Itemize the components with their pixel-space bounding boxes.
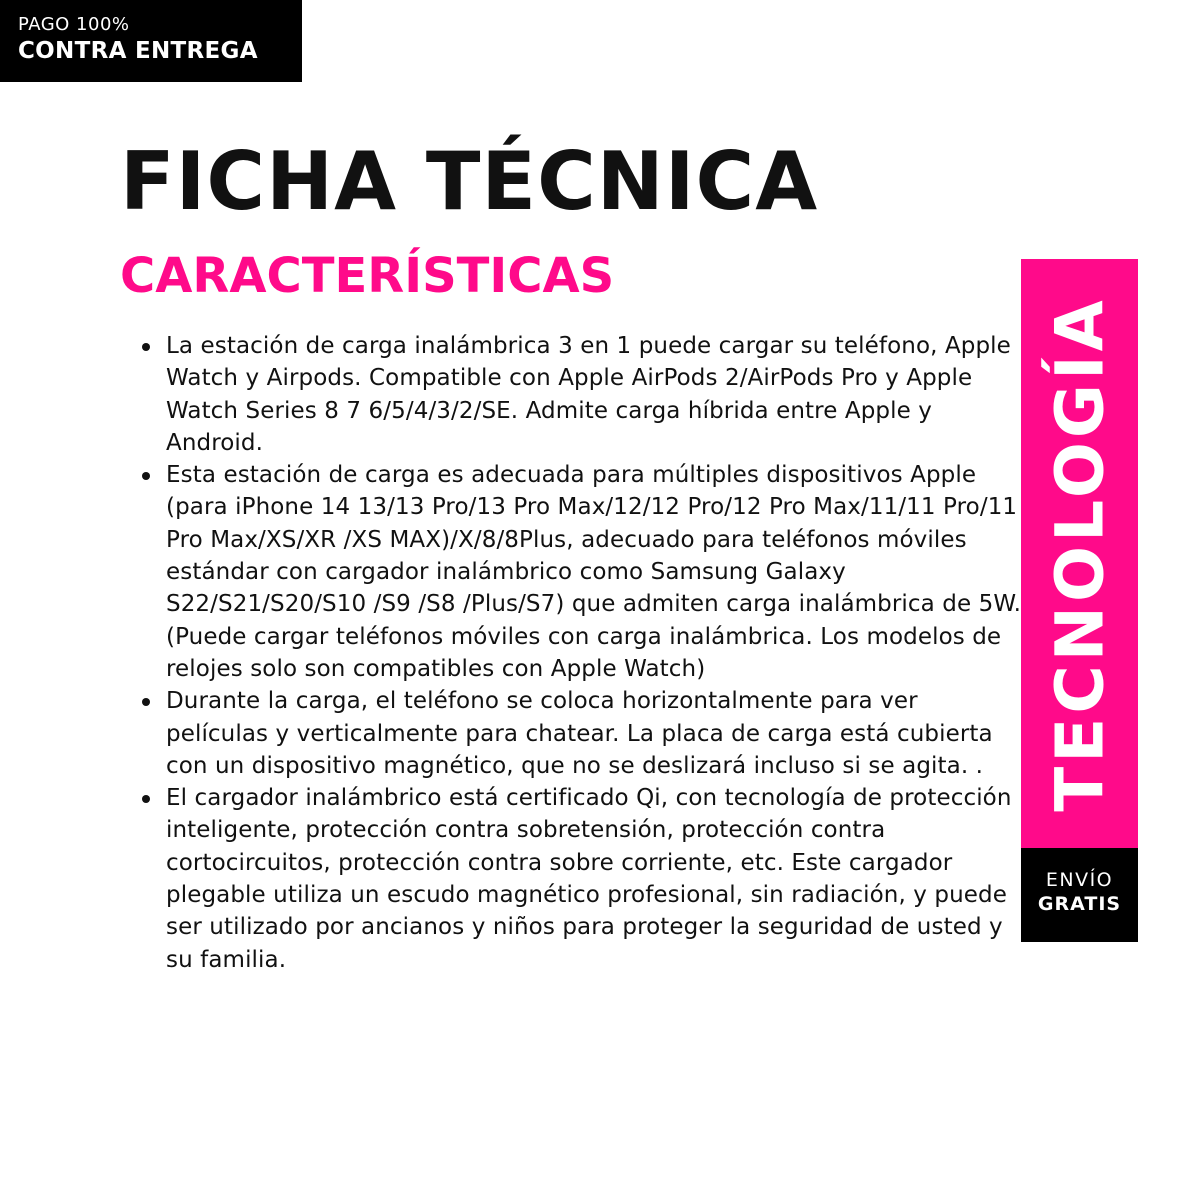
feature-text: La estación de carga inalámbrica 3 en 1 puede cargar su teléfono, Apple Watch y Airpods. Compatible con Apple AirPods 2/AirPods Pro y Apple Watch Series 8 7 6/5/4/3/2/SE. Admite carga híbrida entre Apple y Android. xyxy=(166,333,1011,456)
bullet-icon xyxy=(142,698,150,706)
bullet-icon xyxy=(142,795,150,803)
feature-item xyxy=(166,330,1026,459)
feature-text: El cargador inalámbrico está certificado Qi, con tecnología de protección inteligente, protección contra sobretensión, protección contra cortocircuitos, protección contra sobre corriente, etc. Este cargador plegable utiliza un escudo magnético profesional, sin radiación, y puede ser utilizado por ancianos y niños para proteger la seguridad de usted y su familia. xyxy=(166,785,1012,973)
feature-text: Durante la carga, el teléfono se coloca horizontalmente para ver películas y verticalmente para chatear. La placa de carga está cubierta con un dispositivo magnético, que no se deslizará incluso si se agita. . xyxy=(166,688,993,779)
category-banner xyxy=(1021,259,1138,848)
shipping-badge-line2: GRATIS xyxy=(1037,893,1122,915)
bullet-icon xyxy=(142,343,150,351)
payment-badge xyxy=(0,0,302,82)
feature-item xyxy=(166,782,1026,976)
feature-text: Esta estación de carga es adecuada para múltiples dispositivos Apple (para iPhone 14 13/13 Pro/13 Pro Max/12/12 Pro/12 Pro Max/11/11 Pro/11 Pro Max/XS/XR /XS MAX)/X/8/8Plus, adecuado para teléfonos móviles estándar con cargador inalámbrico como Samsung Galaxy S22/S21/S20/S10 /S9 /S8 /Plus/S7) que admiten carga inalámbrica de 5W. (Puede cargar teléfonos móviles con carga inalámbrica. Los modelos de relojes solo son compatibles con Apple Watch) xyxy=(166,462,1021,682)
features-list xyxy=(140,330,1026,976)
feature-item xyxy=(166,685,1026,782)
payment-badge-line1: PAGO 100% xyxy=(18,14,130,35)
bullet-icon xyxy=(142,472,150,480)
shipping-badge-line1: ENVÍO xyxy=(1045,869,1114,891)
page-title: FICHA TÉCNICA xyxy=(120,135,819,228)
shipping-badge xyxy=(1021,848,1138,942)
feature-item xyxy=(166,459,1026,685)
category-banner-text: TECNOLOGÍA xyxy=(1041,295,1118,812)
payment-badge-line2: CONTRA ENTREGA xyxy=(18,38,258,64)
section-subtitle: CARACTERÍSTICAS xyxy=(120,248,615,304)
